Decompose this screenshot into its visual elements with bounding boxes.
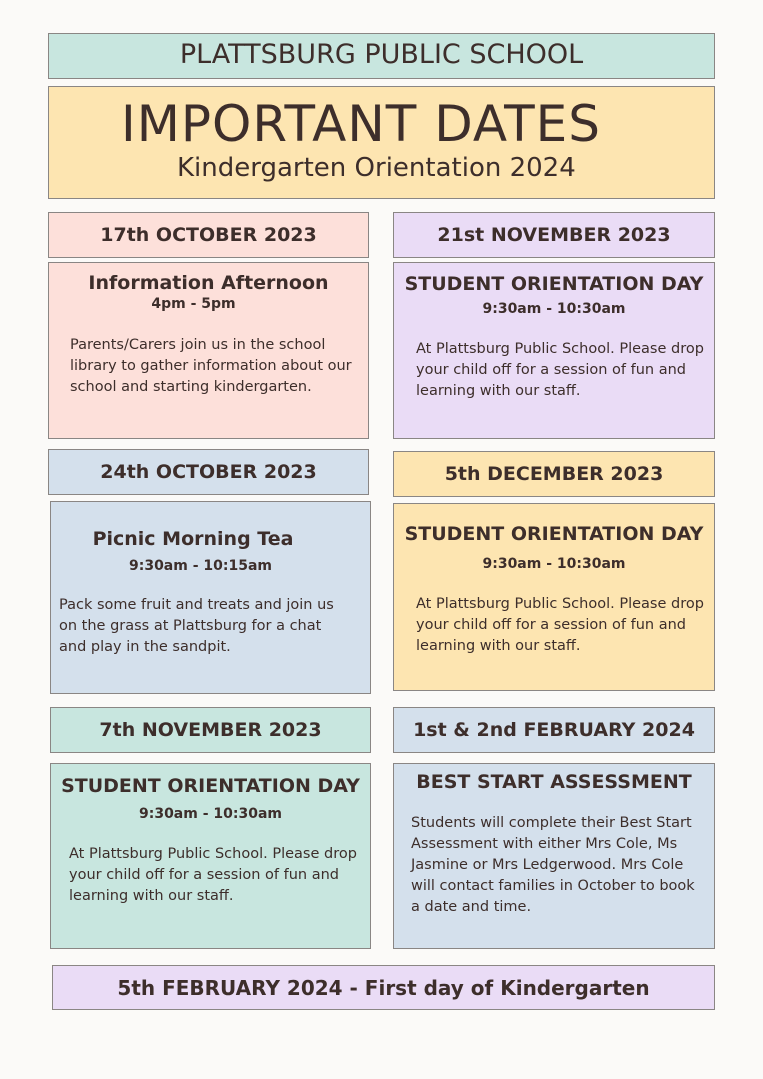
event-description: At Plattsburg Public School. Please drop your child off for a session of fun and learning with our staff.	[416, 341, 704, 399]
event-title: STUDENT ORIENTATION DAY	[61, 775, 360, 797]
event-description: Pack some fruit and treats and join us on the grass at Plattsburg for a chat and play in the sandpit.	[59, 597, 334, 655]
event-date-header: 1st & 2nd FEBRUARY 2024	[393, 707, 715, 753]
event-title: STUDENT ORIENTATION DAY	[404, 273, 704, 295]
event-date-header: 17th OCTOBER 2023	[48, 212, 369, 258]
title-banner	[48, 86, 715, 199]
event-card	[393, 763, 715, 949]
event-description: At Plattsburg Public School. Please drop your child off for a session of fun and learning with our staff.	[69, 846, 357, 904]
event-time: 9:30am - 10:30am	[482, 556, 626, 572]
event-date-header: 7th NOVEMBER 2023	[50, 707, 371, 753]
page-subtitle: Kindergarten Orientation 2024	[177, 153, 576, 183]
event-description: At Plattsburg Public School. Please drop your child off for a session of fun and learning with our staff.	[416, 596, 704, 654]
event-date-header: 5th DECEMBER 2023	[393, 451, 715, 497]
event-description: Students will complete their Best Start Assessment with either Mrs Cole, Ms Jasmine or Mrs Ledgerwood. Mrs Cole will contact families in October to book a date and time.	[411, 815, 695, 915]
event-date-header: 24th OCTOBER 2023	[48, 449, 369, 495]
event-time: 9:30am - 10:15am	[128, 558, 272, 574]
event-time: 9:30am - 10:30am	[138, 806, 282, 822]
event-title: Picnic Morning Tea	[92, 528, 294, 550]
school-name-banner	[48, 33, 715, 79]
event-title: BEST START ASSESSMENT	[416, 771, 692, 793]
event-title: STUDENT ORIENTATION DAY	[404, 523, 704, 545]
event-card	[50, 501, 371, 694]
event-card	[50, 763, 371, 949]
footer-banner: 5th FEBRUARY 2024 - First day of Kindergarten	[52, 965, 715, 1010]
event-title: Information Afternoon	[88, 272, 329, 294]
event-card	[48, 262, 369, 439]
event-card	[393, 262, 715, 439]
event-time: 4pm - 5pm	[151, 296, 236, 312]
event-date-header: 21st NOVEMBER 2023	[393, 212, 715, 258]
event-time: 9:30am - 10:30am	[482, 301, 626, 317]
event-description: Parents/Carers join us in the school library to gather information about our school and starting kindergarten.	[70, 337, 352, 395]
event-card	[393, 503, 715, 691]
page-title: IMPORTANT DATES	[121, 95, 602, 153]
school-name: PLATTSBURG PUBLIC SCHOOL	[179, 39, 584, 70]
